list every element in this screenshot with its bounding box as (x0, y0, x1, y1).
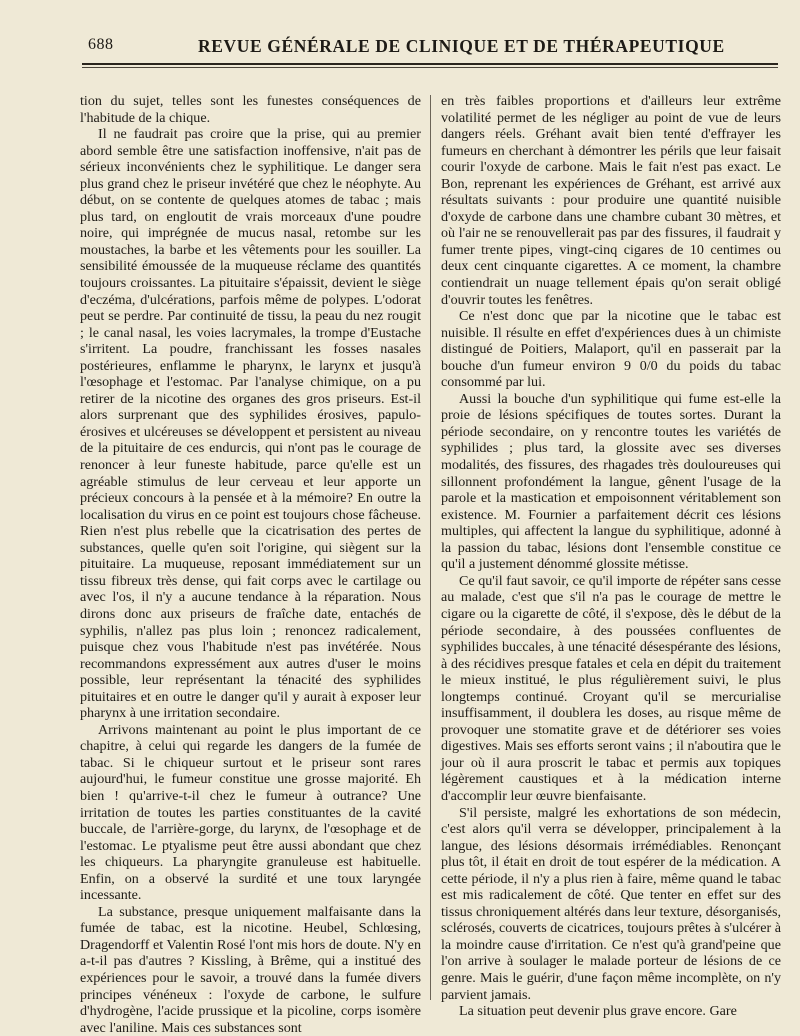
paragraph: en très faibles proportions et d'ailleurs leur extrême volatilité permet de les négliger au point de vue de leurs dangers réels. Gréhant avait bien tenté d'effrayer les fumeurs en cherchant à démontrer les périls que leur faisait courir l'oxyde de carbone. Mais le fait n'est pas exact. Le Bon, reprenant les expériences de Gréhant, est arrivé aux résultats suivants : pour produire une quantité nuisible d'oxyde de carbone dans une chambre cubant 30 mètres, et où l'air ne se renouvellerait pas par des fissures, il faudrait y fumer trente pipes, vingt-cinq cigares de 10 centimes ou deux cent cinquante cigarettes. A ce moment, la chambre contiendrait un nuage tellement épais qu'on serait obligé d'ouvrir toutes les fenêtres. (441, 93, 781, 308)
right-column (441, 93, 781, 1020)
paragraph: La situation peut devenir plus grave encore. Gare (459, 1003, 737, 1020)
paragraph: La substance, presque uniquement malfaisante dans la fumée de tabac, est la nicotine. Heubel, Schlœsing, Dragendorff et Valentin Rosé l'ont mis hors de doute. N'y en a-t-il pas d'autres ? Kissling, à Brême, qui a institué des expériences pour le savoir, a trouvé dans la fumée divers principes vénéneux : l'oxyde de carbone, le sulfure d'hydrogène, l'acide prussique et la picoline, corps isomère avec l'aniline. Mais ces substances sont (80, 903, 421, 1036)
paragraph: tion du sujet, telles sont les funestes conséquences de l'habitude de la chique. (80, 93, 421, 126)
paragraph: Ce qu'il faut savoir, ce qu'il importe de répéter sans cesse au malade, c'est que s'il n'a pas le courage de mettre le cigare ou la cigarette de côté, il s'expose, dès le début de la période secondaire, à des poussées confluentes de syphilides buccales, à une ténacité désespérante des lésions, à des récidives presque fatales et cela en dépit du traitement le mieux institué, le plus régulièrement suivi, le plus longtemps continué. Croyant qu'il se mercurialise insuffisamment, il doublera les doses, au risque même de provoquer une stomatite grave et de détériorer ses voies digestives. Mais ses efforts seront vains ; il n'aboutira que le jour où il aura proscrit le tabac et permis aux topiques légèrement caustiques et à la médication interne d'accomplir leur œuvre bienfaisante. (441, 572, 781, 804)
paragraph: S'il persiste, malgré les exhortations de son médecin, c'est alors qu'il verra se développer, principalement à la langue, des lésions désormais irrémédiables. Renonçant plus tôt, il était en droit de tout espérer de la médication. A cette période, il n'y a plus rien à faire, même quand le tabac est mis radicalement de côté. Que tenter en effet sur des tissus chroniquement altérés dans leur texture, désorganisés, sclérosés, couverts de cicatrices, toujours prêtes à s'ulcérer à la moindre cause d'irritation. Ce n'est qu'à grand'peine que l'on arrive à soulager le malade porteur de lésions de ce genre. Mais le guérir, d'une façon même incomplète, on n'y parvient jamais. (441, 804, 781, 1003)
paragraph: Aussi la bouche d'un syphilitique qui fume est-elle la proie de lésions spécifiques de toutes sortes. Durant la période secondaire, on y rencontre toutes les variétés de syphilides ; plus tard, la glossite avec ses diverses modalités, des fissures, des rhagades très douloureuses qui sillonnent profondément la langue, gênent l'usage de la parole et la mastication et empoisonnent véritablement son existence. M. Fournier a parfaitement décrit ces lésions multiples, qui affectent la langue du syphilitique, adonné à la passion du tabac, lésions dont l'ensemble constitue ce qu'il a justement dénommé glossite métisse. (441, 390, 781, 573)
header-rule-thin (82, 67, 778, 68)
page-header (88, 36, 778, 60)
left-column (80, 93, 421, 1036)
paragraph: Arrivons maintenant au point le plus important de ce chapitre, à celui qui regarde les dangers de la fumée de tabac. Si le chiqueur surtout et le priseur sont rares aujourd'hui, le fumeur constitue une grosse majorité. Eh bien ! qu'arrive-t-il chez le fumeur à outrance? Une irritation de toutes les parties constituantes de la cavité buccale, de l'arrière-gorge, du larynx, de l'œsophage et de l'estomac. Le ptyalisme peut être aussi abondant que chez les chiqueurs. La pharyngite granuleuse est habituelle. Enfin, on a observé la surdité et une toux laryngée incessante. (80, 721, 421, 904)
column-divider (430, 95, 431, 1000)
paragraph: Ce n'est donc que par la nicotine que le tabac est nuisible. Il résulte en effet d'expériences dues à un chimiste distingué de Poitiers, Malaport, qu'il en passerait par la bouche d'un fumeur environ 9 0/0 du poids du tabac consommé par lui. (441, 308, 781, 391)
page-number: 688 (88, 36, 114, 53)
paragraph: Il ne faudrait pas croire que la prise, qui au premier abord semble être une satisfaction inoffensive, n'ait pas de sérieux inconvénients chez le syphilitique. Le danger sera plus grand chez le priseur invétéré que chez le néophyte. Au début, on se contente de quelques atomes de tabac ; mais plus tard, on engloutit de vrais morceaux d'une poudre noire, qui imprégnée de mucus nasal, retombe sur les moustaches, la barbe et les vêtements pour les souiller. La sensibilité émoussée de la muqueuse réclame des quantités toujours croissantes. La pituitaire s'épaissit, devient le siège d'eczéma, d'ulcérations, parfois même de polypes. L'odorat peut se perdre. Par continuité de tissu, la peau du nez rougit ; le canal nasal, les voies lacrymales, la trompe d'Eustache s'irritent. La poudre, franchissant les fosses nasales postérieures, enflamme le pharynx, le larynx et jusqu'à l'œsophage et l'estomac. Par l'analyse chimique, on a pu retirer de la nicotine des organes des gros priseurs. Est-il alors surprenant que des syphilides érosives, papulo-érosives et ulcéreuses se développent et persistent au niveau de la pituitaire de ces endurcis, qui n'ont pas le courage de renoncer à leur funeste habitude, parce qu'elle est un agréable stimulus de leur cerveau et leur apporte un précieux concours à la pensée et à la mémoire? En outre la localisation du virus en ce point est toujours chose fâcheuse. Rien n'est plus rebelle que la cicatrisation des pertes de substances, quelle qu'en soit l'origine, qui siègent sur la pituitaire. La muqueuse, reposant immédiatement sur un tissu fibreux très dense, qui fait corps avec le cartilage ou avec l'os, il n'y a aucune tendance à la réparation. Nous dirons donc aux priseurs de fraîche date, entachés de syphilis, n'allez pas plus loin ; renoncez radicalement, puisque chez vous l'habitude n'est pas invétérée. Nous recommandons expressément aux autres d'user le moins possible, leur représentant la ténacité des syphilides pituitaires et en outre le danger qu'il y aurait à exposer leur pharynx à une irritation secondaire. (80, 126, 421, 722)
header-rule (82, 63, 778, 65)
running-title: REVUE GÉNÉRALE DE CLINIQUE ET DE THÉRAPEUTIQUE (198, 36, 725, 56)
